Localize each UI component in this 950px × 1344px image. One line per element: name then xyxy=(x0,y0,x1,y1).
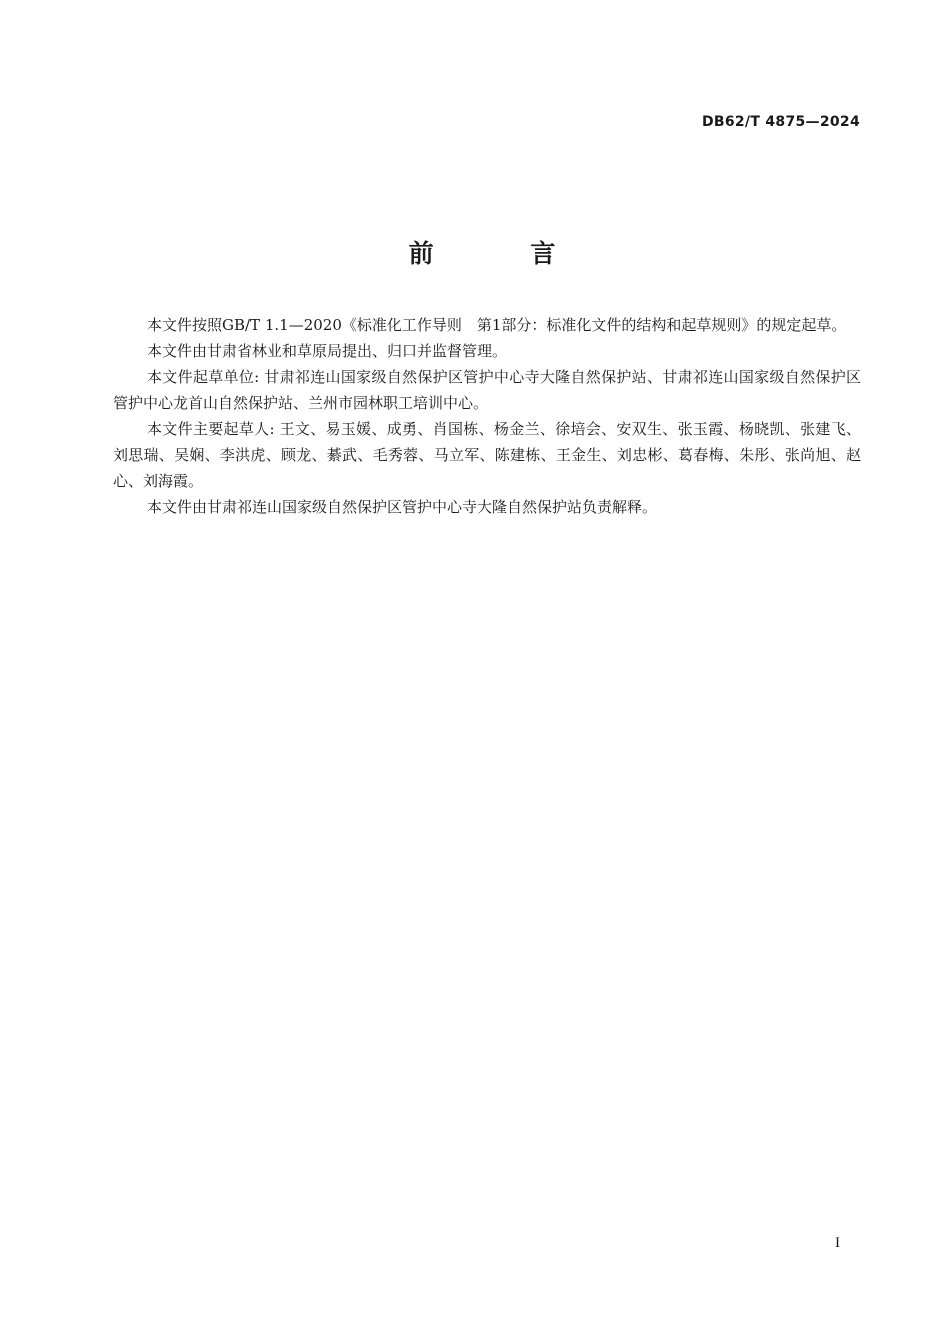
page-title: 前 言 xyxy=(408,239,600,268)
paragraph-drafting-units: 本文件起草单位: 甘肃祁连山国家级自然保护区管护中心寺大隆自然保护站、甘肃祁连山国家级自然保护区管护中心龙首山自然保护站、兰州市园林职工培训中心。 xyxy=(113,368,861,412)
page-number: I xyxy=(835,1235,840,1251)
paragraph-interpretation: 本文件由甘肃祁连山国家级自然保护区管护中心寺大隆自然保护站负责解释。 xyxy=(147,498,658,516)
document-code: DB62/T 4875—2024 xyxy=(701,114,860,130)
paragraph-drafting-rules: 本文件按照GB/T 1.1—2020《标准化工作导则 第1部分：标准化文件的结构和起草规则》的规定起草。 xyxy=(147,316,847,334)
foreword-body xyxy=(113,312,861,520)
paragraph-drafters: 本文件主要起草人: 王文、易玉媛、成勇、肖国栋、杨金兰、徐培会、安双生、张玉霞、杨晓凯、张建飞、刘思瑞、吴娴、李洪虎、顾龙、綦武、毛秀蓉、马立军、陈建栋、王金生、刘忠彬、葛春梅、朱彤、张尚旭、赵心、刘海霞。 xyxy=(113,420,861,490)
paragraph-proposer: 本文件由甘肃省林业和草原局提出、归口并监督管理。 xyxy=(147,342,508,360)
